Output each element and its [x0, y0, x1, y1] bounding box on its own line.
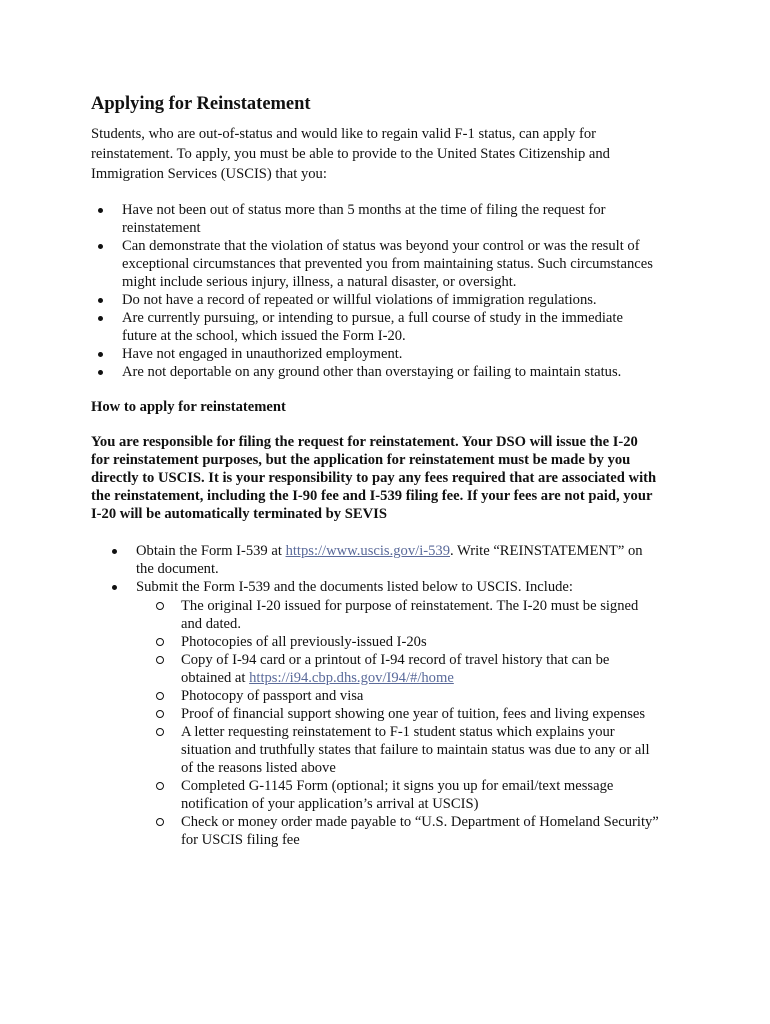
list-item: A letter requesting reinstatement to F-1 student status which explains your situation and truthfully states that failure to maintain status was due to any or all of the reasons listed above	[155, 723, 659, 777]
circle-bullet-icon	[156, 728, 164, 736]
i94-link[interactable]: https://i94.cbp.dhs.gov/I94/#/home	[249, 670, 454, 686]
section-heading: How to apply for reinstatement	[91, 399, 286, 415]
intro-line: Students, who are out-of-status and would like to regain valid F-1 status, can apply for	[91, 126, 597, 142]
bullet-icon	[98, 352, 103, 357]
bullet-icon	[98, 244, 103, 249]
bullet-icon	[98, 370, 103, 375]
intro-line: reinstatement. To apply, you must be able to provide to the United States Citizenship and	[91, 146, 610, 162]
circle-bullet-icon	[156, 818, 164, 826]
list-item: Obtain the Form I-539 at https://www.uscis.gov/i-539. Write “REINSTATEMENT” on the document.	[111, 542, 643, 578]
circle-bullet-icon	[156, 656, 164, 664]
list-item: Can demonstrate that the violation of status was beyond your control or was the result of exceptional circumstances that prevented you from maintaining status. Such circumstances might include serious injury, illness, a natural disaster, or oversight.	[97, 237, 653, 291]
responsibility-line: for reinstatement purposes, but the application for reinstatement must be made by you	[91, 452, 631, 468]
requirements-list	[97, 201, 653, 381]
list-item: Proof of financial support showing one year of tuition, fees and living expenses	[155, 705, 659, 723]
documents-list	[155, 597, 659, 849]
bullet-icon	[98, 298, 103, 303]
list-item: Photocopies of all previously-issued I-20s	[155, 633, 659, 651]
circle-bullet-icon	[156, 692, 164, 700]
list-item: Submit the Form I-539 and the documents listed below to USCIS. Include:	[111, 578, 643, 596]
responsibility-line: the reinstatement, including the I-90 fee and I-539 filing fee. If your fees are not paid, your	[91, 488, 653, 504]
page-title: Applying for Reinstatement	[91, 94, 311, 114]
list-item: Completed G-1145 Form (optional; it signs you up for email/text message notification of your application’s arrival at USCIS)	[155, 777, 659, 813]
list-item: Copy of I-94 card or a printout of I-94 record of travel history that can be obtained at https://i94.cbp.dhs.gov/I94/#/home	[155, 651, 659, 687]
bullet-icon	[98, 208, 103, 213]
responsibility-line: I-20 will be automatically terminated by SEVIS	[91, 506, 387, 522]
circle-bullet-icon	[156, 710, 164, 718]
list-item: Photocopy of passport and visa	[155, 687, 659, 705]
circle-bullet-icon	[156, 782, 164, 790]
bullet-icon	[112, 549, 117, 554]
list-item: The original I-20 issued for purpose of reinstatement. The I-20 must be signed and dated.	[155, 597, 659, 633]
intro-paragraph	[91, 124, 681, 184]
list-item: Check or money order made payable to “U.S. Department of Homeland Security” for USCIS filing fee	[155, 813, 659, 849]
intro-line: Immigration Services (USCIS) that you:	[91, 166, 327, 182]
list-item: Have not engaged in unauthorized employment.	[97, 345, 653, 363]
bullet-icon	[98, 316, 103, 321]
list-item: Do not have a record of repeated or willful violations of immigration regulations.	[97, 291, 653, 309]
responsibility-line: directly to USCIS. It is your responsibility to pay any fees required that are associated with	[91, 470, 657, 486]
bullet-icon	[112, 585, 117, 590]
list-item: Are currently pursuing, or intending to pursue, a full course of study in the immediate future at the school, which issued the Form I-20.	[97, 309, 653, 345]
responsibility-line: You are responsible for filing the request for reinstatement. Your DSO will issue the I-20	[91, 434, 638, 450]
steps-list	[111, 542, 643, 596]
circle-bullet-icon	[156, 638, 164, 646]
list-item: Have not been out of status more than 5 months at the time of filing the request for reinstatement	[97, 201, 653, 237]
responsibility-paragraph	[91, 433, 691, 523]
circle-bullet-icon	[156, 602, 164, 610]
uscis-i539-link[interactable]: https://www.uscis.gov/i-539	[285, 543, 451, 559]
list-item: Are not deportable on any ground other than overstaying or failing to maintain status.	[97, 363, 653, 381]
